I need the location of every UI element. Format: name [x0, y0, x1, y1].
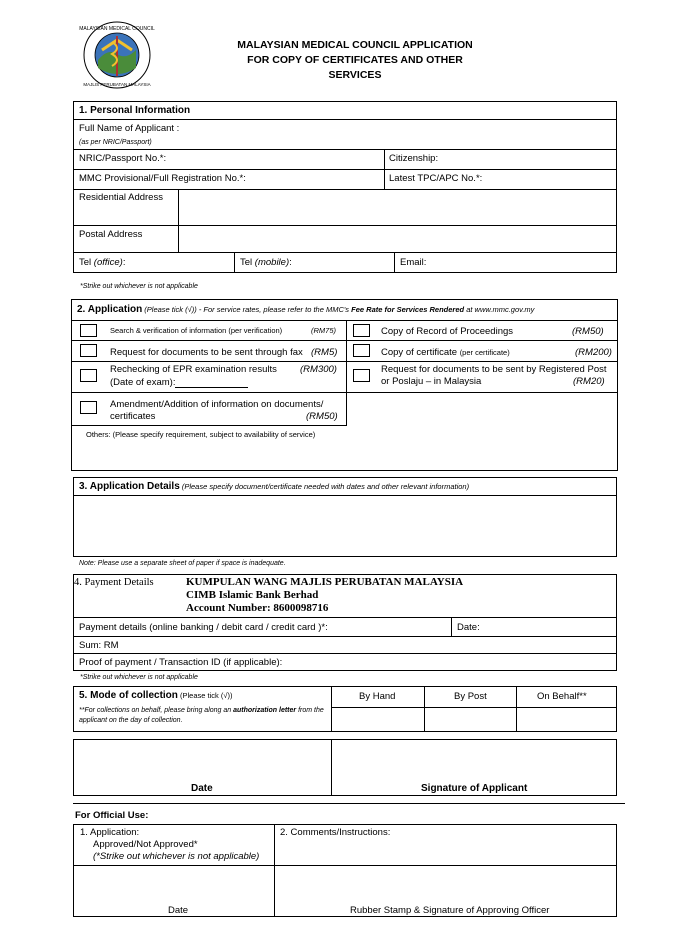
postal-address-label: Postal Address: [79, 229, 143, 240]
residential-address-label: Residential Address: [79, 192, 163, 203]
date-label: Date: [191, 783, 213, 794]
section2-heading: 2. Application (Please tick (√)) - For service rates, please refer to the MMC's Fee Rate for Services Rendered at www.mmc.gov.my: [77, 304, 535, 315]
approval-status: 1. Application: Approved/Not Approved* (*Strike out whichever is not applicable): [80, 827, 260, 862]
sum-label: Sum: RM: [79, 640, 119, 651]
by-post-tick-cell[interactable]: [425, 708, 515, 731]
item-amendment-line2: certificates: [110, 411, 156, 422]
by-hand-label: By Hand: [359, 691, 396, 702]
fee-amendment: (RM50): [306, 411, 338, 422]
item-registered-post: Request for documents to be sent by Registered Post: [381, 364, 607, 375]
mmc-logo: [78, 20, 156, 90]
form-title: MALAYSIAN MEDICAL COUNCIL APPLICATION FOR COPY OF CERTIFICATES AND OTHER SERVICES: [237, 39, 473, 81]
fee-registered-post: (RM20): [573, 376, 605, 387]
item-copy-certificate: Copy of certificate (per certificate): [381, 347, 510, 358]
postal-address-field[interactable]: [180, 226, 615, 251]
official-date-label: Date: [168, 905, 189, 916]
space-note: Note: Please use a separate sheet of paper if space is inadequate.: [79, 560, 286, 567]
application-details-field[interactable]: [75, 497, 615, 555]
on-behalf-tick-cell[interactable]: [517, 708, 616, 731]
item-epr-date: (Date of exam):: [110, 377, 176, 388]
section1-heading: 1. Personal Information: [79, 105, 191, 116]
fee-search-verification: (RM75): [311, 326, 337, 335]
signature-label: Signature of Applicant: [421, 783, 528, 794]
mmc-registration-label: MMC Provisional/Full Registration No.*:: [79, 173, 246, 184]
item-amendment: Amendment/Addition of information on documents/: [110, 399, 324, 410]
payment-details-label: Payment details (online banking / debit card / credit card )*:: [79, 622, 328, 633]
residential-address-field[interactable]: [180, 190, 615, 224]
item-epr-recheck: Rechecking of EPR examination results: [110, 364, 277, 375]
svg-text:MAJLIS PERUBATAN MALAYSIA: MAJLIS PERUBATAN MALAYSIA: [83, 82, 151, 87]
date-signed-field[interactable]: [75, 741, 329, 779]
checkbox-fax-request[interactable]: [80, 344, 97, 357]
checkbox-record-proceedings[interactable]: [353, 324, 370, 337]
tel-office-label: Tel (office):: [79, 257, 126, 268]
full-name-field[interactable]: [190, 121, 610, 148]
section3-heading: 3. Application Details (Please specify document/certificate needed with dates and other relevant information): [79, 481, 470, 492]
comments-label: 2. Comments/Instructions:: [280, 827, 391, 838]
tel-mobile-label: Tel (mobile):: [240, 257, 292, 268]
payment-date-label: Date:: [457, 622, 480, 633]
checkbox-amendment[interactable]: [80, 401, 97, 414]
proof-of-payment-label: Proof of payment / Transaction ID (if applicable):: [79, 657, 283, 668]
item-registered-post-line2: or Poslaju – in Malaysia: [381, 376, 482, 387]
section4-heading: 4. Payment Details: [74, 577, 154, 588]
full-name-note: (as per NRIC/Passport): [79, 139, 152, 146]
email-label: Email:: [400, 257, 427, 268]
nric-label: NRIC/Passport No.*:: [79, 153, 167, 164]
by-hand-tick-cell[interactable]: [332, 708, 423, 731]
signature-field[interactable]: [333, 741, 615, 779]
on-behalf-label: On Behalf**: [537, 691, 587, 702]
svg-text:MALAYSIAN MEDICAL COUNCIL: MALAYSIAN MEDICAL COUNCIL: [79, 26, 155, 32]
by-post-label: By Post: [454, 691, 487, 702]
citizenship-label: Citizenship:: [389, 153, 439, 164]
official-use-heading: For Official Use:: [75, 810, 149, 821]
rubber-stamp-label: Rubber Stamp & Signature of Approving Officer: [350, 905, 550, 916]
fee-fax-request: (RM5): [311, 347, 338, 358]
strike-note-2: *Strike out whichever is not applicable: [80, 674, 198, 681]
others-field[interactable]: [74, 442, 614, 469]
checkbox-registered-post[interactable]: [353, 369, 370, 382]
fee-copy-certificate: (RM200): [575, 347, 612, 358]
checkbox-epr-recheck[interactable]: [80, 369, 97, 382]
item-record-proceedings: Copy of Record of Proceedings: [381, 326, 514, 337]
item-search-verification: Search & verification of information (per verification): [110, 326, 283, 335]
section5-heading: 5. Mode of collection (Please tick (√)): [79, 690, 233, 701]
checkbox-copy-certificate[interactable]: [353, 344, 370, 357]
fee-epr-recheck: (RM300): [300, 364, 337, 375]
tpc-apc-label: Latest TPC/APC No.*:: [389, 173, 483, 184]
full-name-label: Full Name of Applicant :: [79, 123, 180, 134]
others-label: Others: (Please specify requirement, subject to availability of service): [86, 430, 316, 439]
collection-note: **For collections on behalf, please bring along an authorization letter from the applicant on the day of collection.: [79, 707, 324, 724]
bank-details: KUMPULAN WANG MAJLIS PERUBATAN MALAYSIA CIMB Islamic Bank Berhad Account Number: 8600098716: [186, 576, 464, 614]
fee-record-proceedings: (RM50): [572, 326, 604, 337]
item-fax-request: Request for documents to be sent through fax: [110, 347, 303, 358]
checkbox-search-verification[interactable]: [80, 324, 97, 337]
strike-note-1: *Strike out whichever is not applicable: [80, 283, 198, 290]
